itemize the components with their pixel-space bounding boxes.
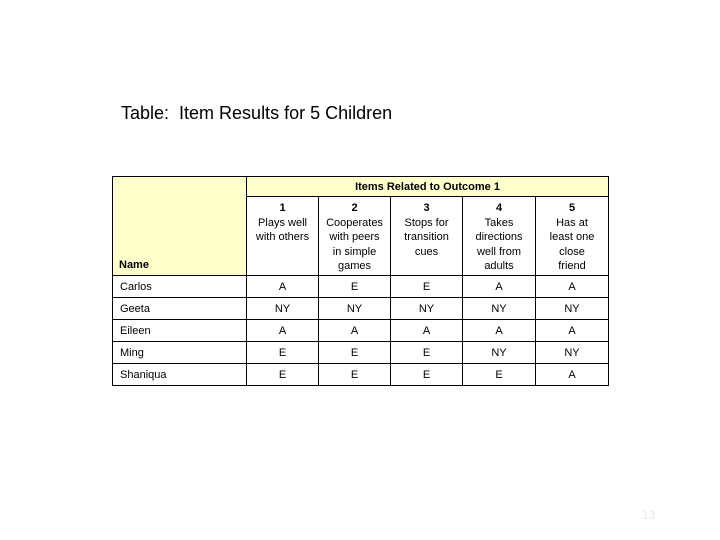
result-cell: E <box>247 364 319 386</box>
child-name-cell: Carlos <box>113 276 247 298</box>
item-header-2 <box>319 197 391 276</box>
table-row <box>113 276 609 298</box>
result-cell: NY <box>391 298 463 320</box>
child-name-cell: Eileen <box>113 320 247 342</box>
result-cell: NY <box>247 298 319 320</box>
item-results-table <box>112 176 609 386</box>
result-cell: A <box>391 320 463 342</box>
result-cell: A <box>536 364 609 386</box>
result-cell: A <box>319 320 391 342</box>
result-cell: A <box>536 320 609 342</box>
result-cell: E <box>319 364 391 386</box>
result-cell: A <box>247 276 319 298</box>
item-header-3 <box>391 197 463 276</box>
item-description-line: friend <box>558 260 586 272</box>
item-number: 4 <box>495 202 503 214</box>
item-description-line: adults <box>484 260 514 272</box>
item-description-line: Cooperates <box>326 216 383 229</box>
slide-title: Table: Item Results for 5 Children <box>121 103 393 123</box>
item-header-5 <box>536 197 609 276</box>
result-cell: A <box>463 276 536 298</box>
item-description-line: Takes <box>484 216 514 229</box>
child-name-cell: Shaniqua <box>113 364 247 386</box>
result-cell: A <box>536 276 609 298</box>
item-description-line: cues <box>414 245 439 258</box>
result-cell: E <box>319 276 391 298</box>
child-name-cell: Ming <box>113 342 247 364</box>
item-description-line: well from <box>476 245 521 258</box>
result-cell: E <box>391 364 463 386</box>
result-cell: NY <box>536 298 609 320</box>
table-row <box>113 298 609 320</box>
item-description-line: least one <box>549 231 595 243</box>
item-description-line: transition <box>404 231 449 243</box>
result-cell: E <box>319 342 391 364</box>
item-description-line: with others <box>255 231 310 243</box>
page-number: 13 <box>642 508 656 522</box>
item-number: 2 <box>351 202 358 214</box>
result-cell: E <box>247 342 319 364</box>
result-cell: NY <box>536 342 609 364</box>
result-cell: E <box>391 342 463 364</box>
result-cell: NY <box>463 298 536 320</box>
item-description-line: with peers <box>329 231 380 243</box>
items-group-header: Items Related to Outcome 1 <box>247 177 609 197</box>
item-description-line: Plays well <box>258 216 307 229</box>
result-cell: NY <box>463 342 536 364</box>
result-cell: E <box>391 276 463 298</box>
result-cell: A <box>463 320 536 342</box>
item-description-line: in simple <box>332 245 377 258</box>
item-number: 3 <box>423 202 430 214</box>
item-description-line: close <box>559 245 585 258</box>
item-description-line: directions <box>475 231 523 243</box>
item-description-line: games <box>337 260 372 272</box>
item-header-4 <box>463 197 536 276</box>
child-name-cell: Geeta <box>113 298 247 320</box>
table-row <box>113 364 609 386</box>
item-number: 5 <box>568 202 576 214</box>
table-row <box>113 320 609 342</box>
item-header-1 <box>247 197 319 276</box>
result-cell: A <box>247 320 319 342</box>
item-description-line: Has at <box>556 216 588 229</box>
result-cell: NY <box>319 298 391 320</box>
name-column-header: Name <box>113 177 247 276</box>
result-cell: E <box>463 364 536 386</box>
table-row <box>113 342 609 364</box>
item-description-line: Stops for <box>404 216 449 229</box>
item-number: 1 <box>279 202 286 214</box>
